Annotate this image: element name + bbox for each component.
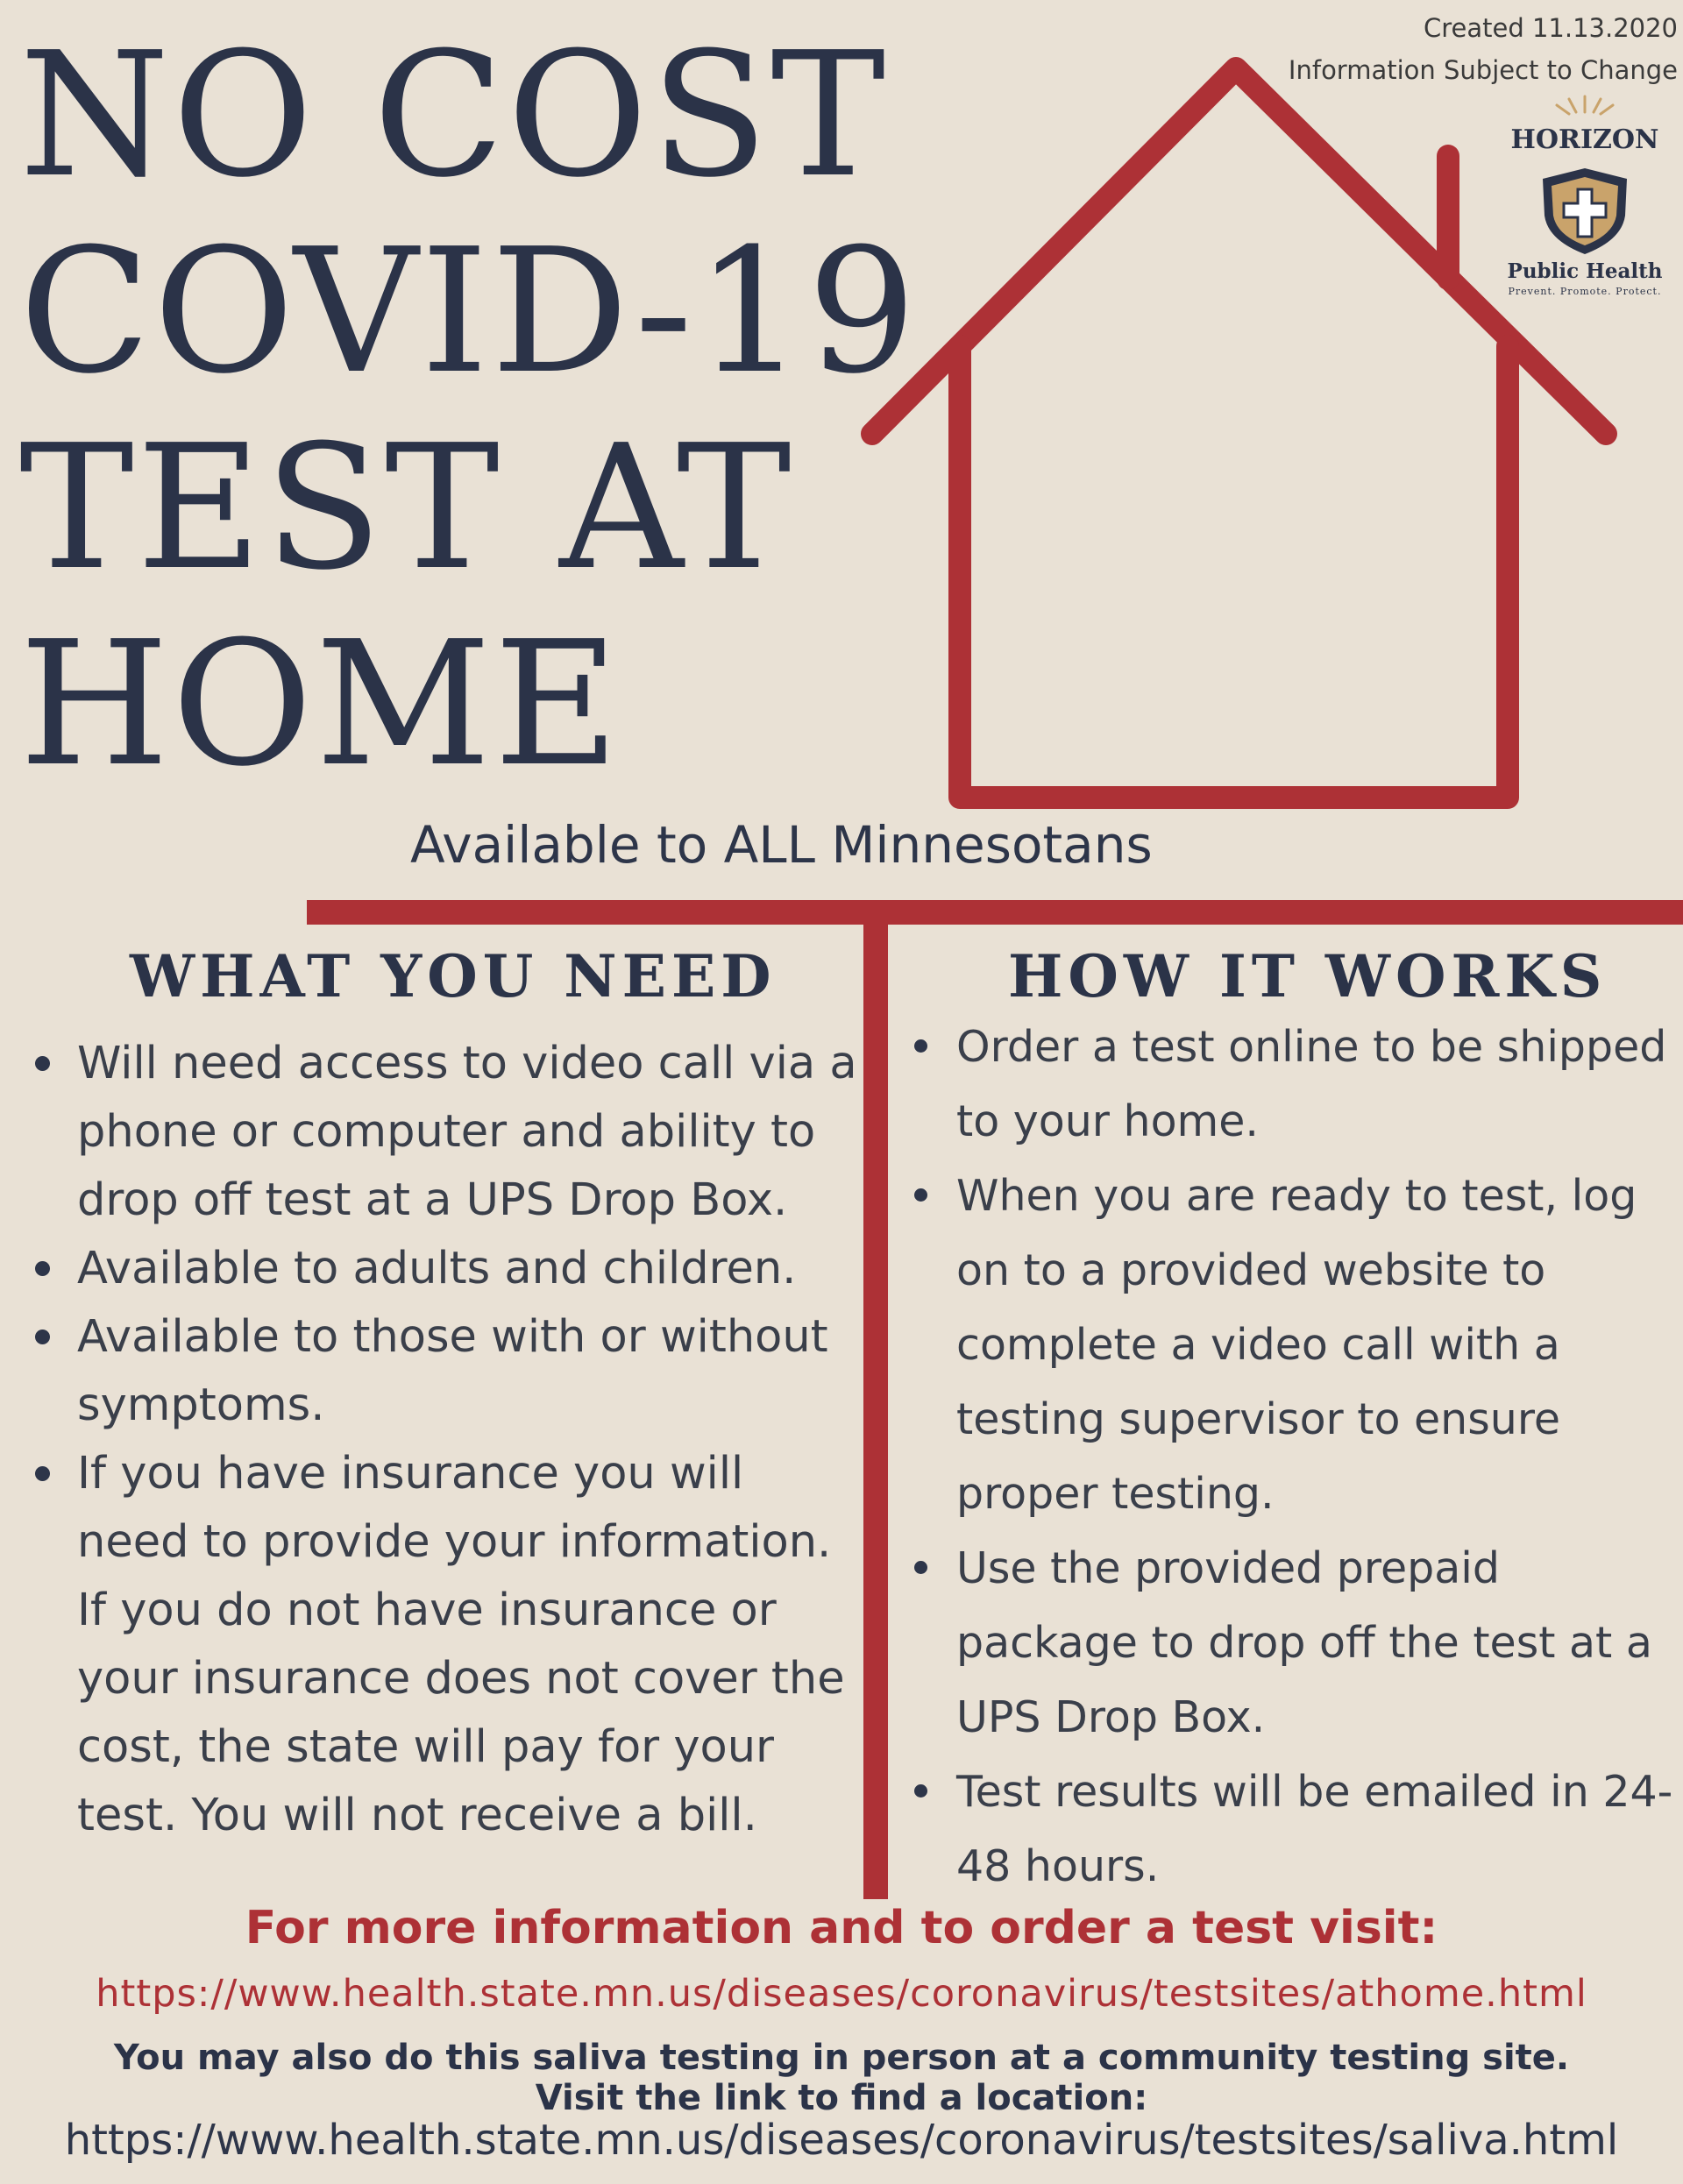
created-notice [1289, 7, 1678, 91]
saliva-link[interactable]: https://www.health.state.mn.us/diseases/coronavirus/testsites/saliva.html [64, 2116, 1619, 2165]
list-item: Will need access to video call via a phone or computer and ability to drop off test at a UPS Drop Box. [25, 1030, 857, 1235]
list-item: Available to adults and children. [25, 1235, 857, 1303]
logo-top-text: HORIZON [1510, 124, 1659, 155]
headline-line-2: COVID-19 [19, 212, 920, 412]
change-notice: Information Subject to Change [1288, 55, 1678, 85]
headline-line-1: NO COST [19, 16, 889, 216]
subtitle: Available to ALL Minnesotans [410, 815, 1153, 875]
saliva-note-line-2: Visit the link to find a location: [535, 2078, 1148, 2118]
created-date: Created 11.13.2020 [1423, 13, 1678, 43]
saliva-testing-note [0, 2038, 1683, 2118]
how-it-works-list [907, 1010, 1679, 1904]
what-you-need-list [25, 1030, 857, 1850]
saliva-note-line-1: You may also do this saliva testing in person at a community testing site. [113, 2038, 1570, 2078]
list-item: If you have insurance you will need to provide your information. If you do not have insurance or your insurance does not cover the cost, the state will pay for your test. You will not receive a bill. [25, 1440, 857, 1850]
more-info-heading: For more information and to order a test visit: [245, 1902, 1438, 1954]
headline-line-4: HOME [19, 605, 622, 805]
how-it-works-heading: HOW IT WORKS [1008, 942, 1608, 1010]
list-item: When you are ready to test, log on to a provided website to complete a video call with a testing supervisor to ensure proper testing. [907, 1159, 1679, 1531]
what-you-need-heading: WHAT YOU NEED [130, 942, 777, 1010]
shield-cross-icon [1490, 163, 1679, 259]
logo-bottom-text: Public Health [1507, 259, 1663, 283]
divider-vertical [863, 911, 888, 1899]
list-item: Order a test online to be shipped to your home. [907, 1010, 1679, 1159]
list-item: Available to those with or without symptoms. [25, 1303, 857, 1440]
list-item: Use the provided prepaid package to drop off the test at a UPS Drop Box. [907, 1531, 1679, 1755]
list-item: Test results will be emailed in 24-48 hours. [907, 1755, 1679, 1904]
logo-tagline: Prevent. Promote. Protect. [1508, 286, 1662, 297]
headline-line-3: TEST AT [19, 408, 794, 608]
horizon-public-health-logo [1490, 88, 1679, 298]
house-walls [960, 346, 1508, 798]
athome-link[interactable]: https://www.health.state.mn.us/diseases/coronavirus/testsites/athome.html [96, 1972, 1587, 2016]
headline [19, 18, 922, 803]
sunburst-icon [1490, 88, 1679, 123]
divider-horizontal [307, 900, 1683, 925]
